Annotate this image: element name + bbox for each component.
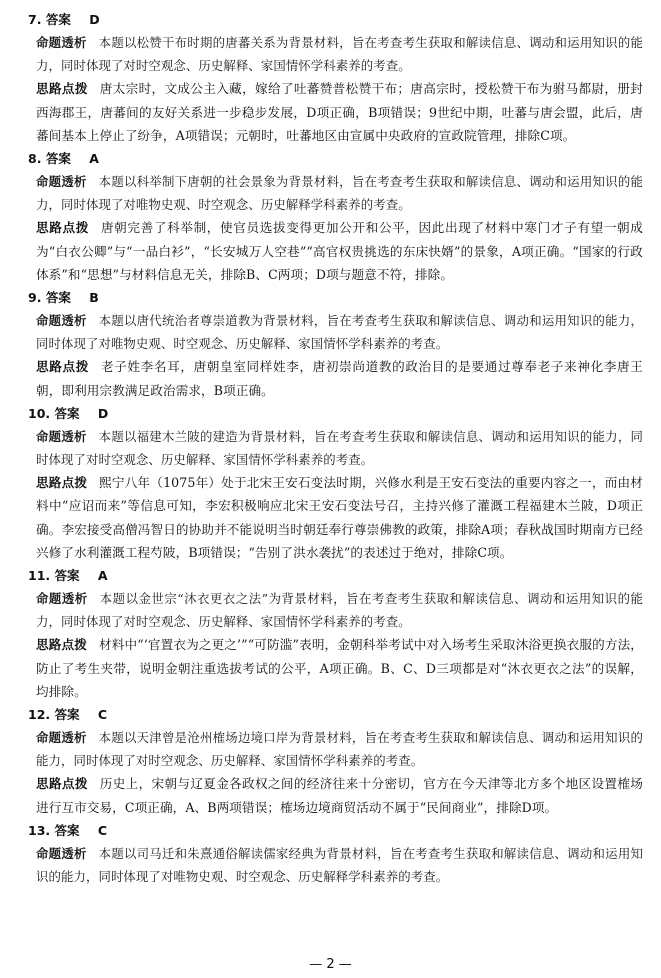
analysis-label: 命题透析 bbox=[36, 313, 87, 329]
analysis-label: 命题透析 bbox=[36, 591, 88, 607]
hint-paragraph bbox=[36, 355, 643, 401]
analysis-label: 命题透析 bbox=[36, 428, 87, 444]
hint-label: 思路点拨 bbox=[36, 637, 87, 653]
hint-label: 思路点拨 bbox=[36, 81, 88, 97]
analysis-text: 本题以松赞干布时期的唐蕃关系为背景材料，旨在考查考生获取和解读信息、调动和运用知识的能力，同时体现了对时空观念、历史解释、家国情怀学科素养的考查。 bbox=[36, 35, 643, 74]
question-12 bbox=[28, 703, 643, 819]
answer-label: 答案 bbox=[45, 151, 71, 167]
analysis-text: 本题以司马迁和朱熹通俗解读儒家经典为背景材料，旨在考查考生获取和解读信息、调动和运用知识的能力，同时体现了对唯物史观、时空观念、历史解释学科素养的考查。 bbox=[36, 845, 643, 885]
answer-line bbox=[28, 819, 643, 842]
question-11 bbox=[28, 564, 643, 703]
analysis-paragraph bbox=[36, 842, 643, 888]
analysis-paragraph bbox=[36, 726, 643, 772]
question-number: 13. bbox=[28, 822, 51, 838]
hint-label: 思路点拨 bbox=[36, 359, 89, 375]
analysis-text: 本题以福建木兰陂的建造为背景材料，旨在考查考生获取和解读信息、调动和运用知识的能力，同时体现了对时空观念、历史解释、家国情怀学科素养的考查。 bbox=[36, 428, 643, 468]
answer-letter: C bbox=[97, 707, 108, 723]
analysis-paragraph bbox=[36, 170, 643, 216]
hint-label: 思路点拨 bbox=[36, 776, 88, 792]
analysis-paragraph bbox=[36, 309, 643, 355]
hint-text: 历史上，宋朝与辽夏金各政权之间的经济往来十分密切，官方在今天津等北方多个地区设置榷场进行互市交易，C项正确，A、B两项错误；榷场边境商贸活动不属于“民间商业”，排除D项。 bbox=[36, 776, 643, 815]
answer-line bbox=[28, 147, 643, 170]
hint-paragraph bbox=[36, 772, 643, 818]
question-7 bbox=[28, 8, 643, 147]
hint-text: 材料中“‘官置衣为之更之’”“可防滥”表明，金朝科举考试中对入场考生采取沐浴更换衣服的方法，防止了考生夹带，说明金朝注重选拔考试的公平，A项正确。B、C、D三项都是对“沐衣更衣之法”的误解，均排除。 bbox=[36, 637, 644, 699]
question-number: 8. bbox=[28, 151, 42, 167]
hint-text: 唐朝完善了科举制，使官员选拔变得更加公开和公平，因此出现了材料中寒门才子有望一朝成为“白衣公卿”与“一品白衫”，“长安城万人空巷”“高官权贵挑选的东床快婿”的景象，A项正确。“国家的行政体系”和“思想”与材料信息无关，排除B、C两项；D项与题意不符，排除。 bbox=[36, 220, 643, 282]
page-number: — 2 — bbox=[309, 957, 352, 972]
answer-line bbox=[28, 703, 643, 726]
answer-label: 答案 bbox=[45, 12, 71, 27]
analysis-label: 命题透析 bbox=[36, 845, 87, 861]
answer-line bbox=[28, 8, 643, 31]
question-number: 9. bbox=[28, 290, 42, 306]
analysis-text: 本题以天津曾是沧州榷场边境口岸为背景材料，旨在考查考生获取和解读信息、调动和运用知识的能力，同时体现了对时空观念、历史解释、家国情怀学科素养的考查。 bbox=[36, 730, 643, 769]
analysis-text: 本题以科举制下唐朝的社会景象为背景材料，旨在考查考生获取和解读信息、调动和运用知识的能力，同时体现了对唯物史观、时空观念、历史解释学科素养的考查。 bbox=[36, 174, 643, 213]
question-number: 11. bbox=[28, 568, 51, 584]
question-8 bbox=[28, 147, 643, 286]
hint-label: 思路点拨 bbox=[36, 475, 88, 491]
analysis-text: 本题以唐代统治者尊崇道教为背景材料，旨在考查考生获取和解读信息、调动和运用知识的能力，同时体现了对唯物史观、时空观念、历史解释、家国情怀学科素养的考查。 bbox=[36, 313, 643, 352]
analysis-label: 命题透析 bbox=[36, 174, 87, 190]
answer-label: 答案 bbox=[54, 405, 80, 421]
question-number: 7. bbox=[28, 12, 42, 27]
answer-line bbox=[28, 286, 643, 309]
hint-paragraph bbox=[36, 77, 643, 147]
analysis-label: 命题透析 bbox=[36, 730, 87, 746]
question-number: 10. bbox=[28, 405, 51, 421]
question-10 bbox=[28, 402, 643, 564]
hint-text: 熙宁八年（1075年）处于北宋王安石变法时期，兴修水利是王安石变法的重要内容之一，而由材料中“应诏而来”等信息可知，李宏积极响应北宋王安石变法号召，主持兴修了灌溉工程福建木兰陂，D项正确。李宏接受高僧冯智日的协助并不能说明当时朝廷奉行尊崇佛教的政策，排除A项；春秋战国时期南方已经兴修了水利灌溉工程芍陂，B项错误；“告别了洪水袭扰”的表述过于绝对，排除C项。 bbox=[36, 475, 643, 560]
question-13 bbox=[28, 819, 643, 888]
answer-label: 答案 bbox=[54, 707, 80, 723]
hint-text: 老子姓李名耳，唐朝皇室同样姓李，唐初崇尚道教的政治目的是要通过尊奉老子来神化李唐王朝，即利用宗教满足政治需求，B项正确。 bbox=[36, 359, 643, 398]
hint-label: 思路点拨 bbox=[36, 220, 89, 236]
answer-label: 答案 bbox=[45, 290, 71, 306]
question-9 bbox=[28, 286, 643, 402]
hint-paragraph bbox=[36, 633, 643, 703]
analysis-text: 本题以金世宗“沐衣更衣之法”为背景材料，旨在考查考生获取和解读信息、调动和运用知识的能力，同时体现了对时空观念、历史解释、家国情怀学科素养的考查。 bbox=[36, 591, 644, 630]
answer-letter: D bbox=[97, 405, 109, 421]
answer-label: 答案 bbox=[54, 568, 80, 584]
answer-letter: D bbox=[89, 12, 100, 27]
question-number: 12. bbox=[28, 707, 51, 723]
answer-letter: C bbox=[97, 822, 108, 838]
answer-letter: B bbox=[89, 290, 99, 306]
analysis-paragraph bbox=[36, 587, 643, 633]
answer-letter: A bbox=[89, 151, 99, 167]
analysis-paragraph bbox=[36, 425, 643, 471]
hint-paragraph bbox=[36, 216, 643, 286]
answer-line bbox=[28, 402, 643, 425]
hint-text: 唐太宗时，文成公主入藏，嫁给了吐蕃赞普松赞干布；唐高宗时，授松赞干布为驸马都尉，册封西海郡王，唐蕃间的友好关系进一步稳步发展，D项正确，B项错误；9世纪中期，吐蕃与唐会盟，此后，唐蕃间基本上停止了纷争，A项错误；元朝时，吐蕃地区由宣属中央政府的宣政院管理，排除C项。 bbox=[36, 81, 643, 143]
answer-letter: A bbox=[97, 568, 108, 584]
analysis-label: 命题透析 bbox=[36, 35, 87, 50]
answer-line bbox=[28, 564, 643, 587]
hint-paragraph bbox=[36, 471, 643, 564]
answer-label: 答案 bbox=[54, 822, 80, 838]
analysis-paragraph bbox=[36, 31, 643, 77]
